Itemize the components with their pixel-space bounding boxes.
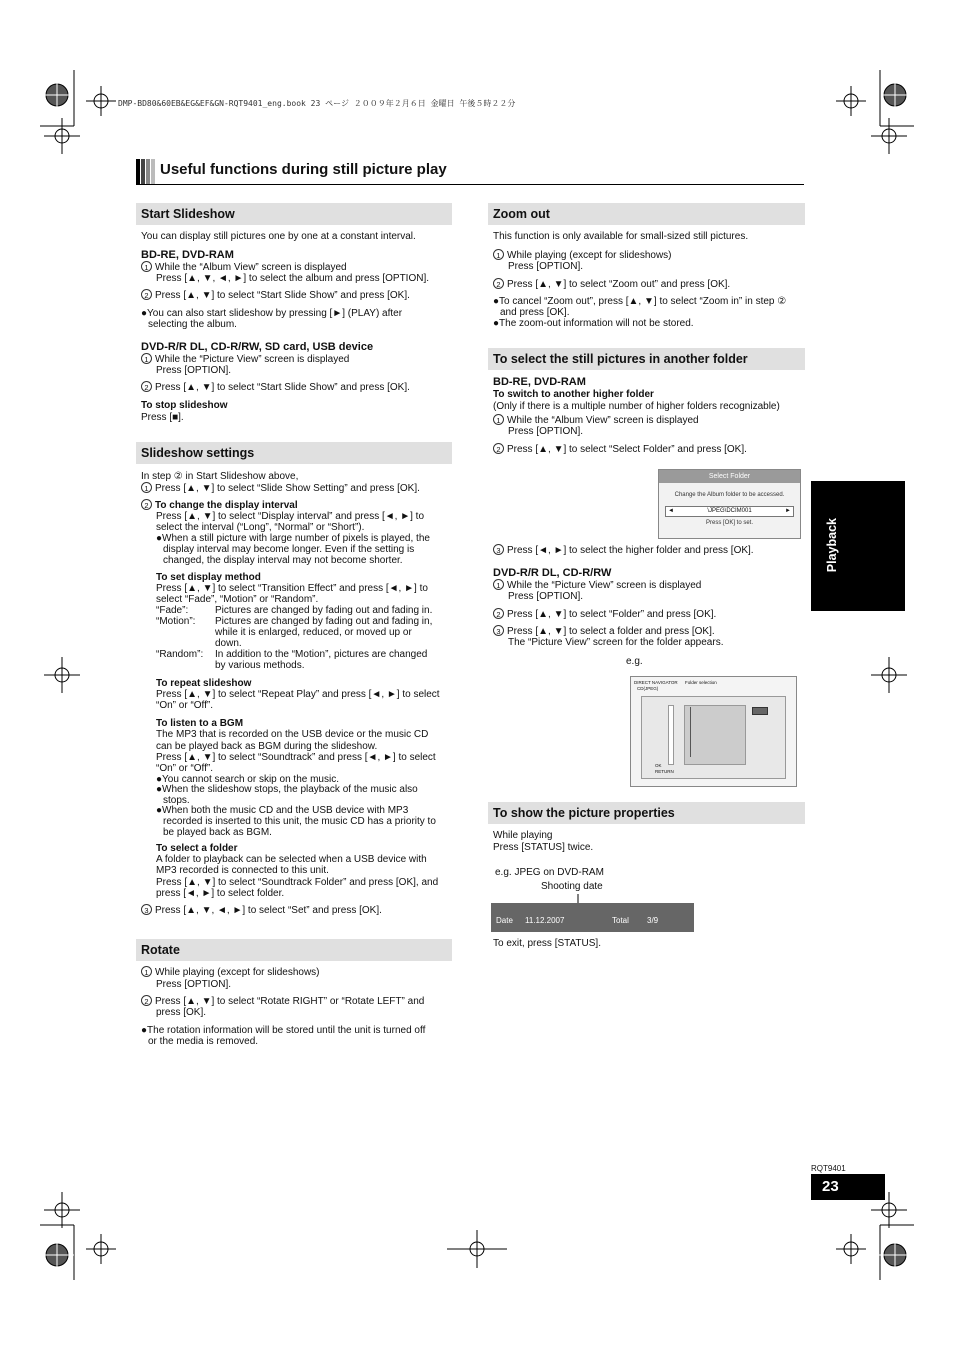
title-bar-decor: [146, 159, 150, 185]
nav-scrollbar[interactable]: [668, 705, 674, 765]
status-total-value: 3/9: [647, 916, 659, 925]
eg-label: e.g. JPEG on DVD-RAM: [495, 867, 604, 878]
text: Press [OPTION].: [508, 591, 584, 602]
text: can be played back as BGM during the slideshow.: [156, 741, 378, 752]
definition: down.: [215, 638, 242, 649]
step-1: 1 While the “Album View” screen is displayed: [493, 415, 699, 426]
text: The “Picture View” screen for the folder appears.: [508, 637, 724, 648]
subheading: DVD-R/R DL, CD-R/RW: [493, 567, 612, 579]
bullet: ●When a still picture with large number of pixels is played, the: [156, 533, 430, 544]
text: Press [▲, ▼] to select “Display interval” and press [◄, ►] to: [156, 511, 425, 522]
status-bar: [491, 903, 694, 932]
section-another-folder: To select the still pictures in another folder: [488, 348, 805, 370]
text: select the interval (“Long”, “Normal” or “Short”).: [156, 522, 365, 533]
bullet: ●The zoom-out information will not be stored.: [493, 318, 694, 329]
section-rotate: Rotate: [136, 939, 452, 961]
bullet: and press [OK].: [500, 307, 570, 318]
step-1: 1 While the “Album View” screen is displayed: [141, 262, 347, 273]
subheading: To stop slideshow: [141, 400, 228, 411]
text: Press [▲, ▼] to select “Soundtrack Folder” and press [OK], and: [156, 877, 439, 888]
dialog-path-field[interactable]: [665, 506, 794, 517]
section-slideshow-settings: Slideshow settings: [136, 442, 452, 464]
nav-folder-tree: [684, 705, 746, 765]
text: “On” or “Off”.: [156, 700, 214, 711]
definition: Pictures are changed by fading out and fading in.: [215, 605, 433, 616]
step-2: 2 Press [▲, ▼] to select “Start Slide Show” and press [OK].: [141, 382, 410, 393]
dialog-ok-hint: Press [OK] to set.: [705, 520, 753, 526]
page-title: Useful functions during still picture play: [160, 161, 447, 178]
bullet: ●To cancel “Zoom out”, press [▲, ▼] to select “Zoom in” in step ②: [493, 296, 787, 307]
term: “Motion”:: [156, 616, 196, 627]
page-number: 23: [811, 1174, 885, 1200]
text: Press [▲, ▼, ◄, ►] to select the album and press [OPTION].: [156, 273, 430, 284]
text: Press [STATUS] twice.: [493, 842, 594, 853]
subheading: To listen to a BGM: [156, 718, 244, 729]
definition: while it is enlarged, reduced, or moved up or: [215, 627, 412, 638]
definition: by various methods.: [215, 660, 305, 671]
text: press [OK].: [156, 1007, 207, 1018]
bullet: be played back as BGM.: [163, 827, 272, 838]
step-3: 3 Press [▲, ▼, ◄, ►] to select “Set” and press [OK].: [141, 905, 382, 916]
step-3: 3 Press [▲, ▼] to select a folder and press [OK].: [493, 626, 715, 637]
section-start-slideshow: Start Slideshow: [136, 203, 452, 225]
nav-return-hint: RETURN: [655, 769, 674, 774]
text: This function is only available for small-sized still pictures.: [493, 231, 749, 242]
bullet: changed, the display interval may not become shorter.: [163, 555, 403, 566]
text: To exit, press [STATUS].: [493, 938, 601, 949]
status-date-label: Date: [496, 916, 513, 925]
section-zoom-out: Zoom out: [488, 203, 805, 225]
text: The MP3 that is recorded on the USB device or the music CD: [156, 729, 429, 740]
title-bar-decor: [136, 159, 140, 185]
eg-label: e.g.: [626, 656, 643, 667]
text: Press [OPTION].: [156, 979, 232, 990]
side-tab-playback: [811, 481, 905, 611]
text: Press [▲, ▼] to select “Transition Effect” and press [◄, ►] to: [156, 583, 428, 594]
bullet: selecting the album.: [148, 319, 237, 330]
dialog-title: Select Folder: [659, 470, 800, 483]
step-2: 2 Press [▲, ▼] to select “Rotate RIGHT” or “Rotate LEFT” and: [141, 996, 424, 1007]
callout-label: Shooting date: [541, 881, 603, 892]
title-rule: [136, 184, 804, 185]
text: While playing: [493, 830, 553, 841]
step-2: 2 Press [▲, ▼] to select “Select Folder” and press [OK].: [493, 444, 747, 455]
text: Press [▲, ▼] to select “Repeat Play” and press [◄, ►] to select: [156, 689, 440, 700]
bullet: recorded is inserted to this unit, the music CD has a priority to: [163, 816, 436, 827]
dialog-path: \JPEG\DCIM001: [707, 508, 752, 514]
select-folder-dialog: [658, 469, 801, 539]
nav-preview: [752, 707, 768, 715]
bullet: ●You can also start slideshow by pressing [►] (PLAY) after: [141, 308, 403, 319]
text: “On” or “Off”.: [156, 763, 214, 774]
nav-panel: [641, 696, 786, 779]
step-1: 1 While playing (except for slideshows): [141, 967, 320, 978]
chevron-right-icon[interactable]: ►: [785, 508, 791, 514]
text: Press [OPTION].: [508, 426, 584, 437]
subheading: To set display method: [156, 572, 261, 583]
step-2: 2 Press [▲, ▼] to select “Folder” and press [OK].: [493, 609, 716, 620]
text: You can display still pictures one by one at a constant interval.: [141, 231, 416, 242]
bullet: ●You cannot search or skip on the music.: [156, 774, 339, 785]
direct-navigator-screen: [630, 676, 797, 787]
nav-title: DIRECT NAVIGATOR: [634, 680, 678, 685]
bullet: stops.: [163, 795, 190, 806]
text: A folder to playback can be selected when a USB device with: [156, 854, 427, 865]
file-header: DMP-BD80&60EB&EG&EF&GN-RQT9401_eng.book 23 ページ ２００９年２月６日 金曜日 午後５時２２分: [118, 99, 516, 108]
doc-code: RQT9401: [811, 1164, 846, 1173]
step-1: 1 While playing (except for slideshows): [493, 250, 672, 261]
term: “Fade”:: [156, 605, 189, 616]
bullet: ●When both the music CD and the USB device with MP3: [156, 805, 409, 816]
bullet: ●When the slideshow stops, the playback of the music also: [156, 784, 418, 795]
step-1: 1 While the “Picture View” screen is displayed: [141, 354, 349, 365]
step-1: 1 Press [▲, ▼] to select “Slide Show Setting” and press [OK].: [141, 483, 420, 494]
subheading: To switch to another higher folder: [493, 389, 654, 400]
subheading: BD-RE, DVD-RAM: [493, 376, 586, 388]
step-2: 2 To change the display interval: [141, 500, 298, 511]
text: press [◄, ►] to select folder.: [156, 888, 285, 899]
title-bar-decor: [141, 159, 145, 185]
nav-ok-hint: OK: [655, 763, 662, 768]
subheading: To select a folder: [156, 843, 238, 854]
definition: In addition to the “Motion”, pictures are changed: [215, 649, 428, 660]
nav-source: CD(JPEG): [637, 686, 659, 691]
definition: Pictures are changed by fading out and fading in,: [215, 616, 433, 627]
step-2: 2 Press [▲, ▼] to select “Start Slide Show” and press [OK].: [141, 290, 410, 301]
side-tab-label: Playback: [825, 518, 839, 573]
step-2: 2 Press [▲, ▼] to select “Zoom out” and press [OK].: [493, 279, 730, 290]
bullet: display interval may become longer. Even if the setting is: [163, 544, 415, 555]
subheading: To repeat slideshow: [156, 678, 252, 689]
text: Press [■].: [141, 412, 184, 423]
subheading: DVD-R/R DL, CD-R/RW, SD card, USB device: [141, 341, 374, 353]
term: “Random”:: [156, 649, 204, 660]
bullet: or the media is removed.: [148, 1036, 259, 1047]
section-picture-properties: To show the picture properties: [488, 802, 805, 824]
text: MP3 recorded is connected to this unit.: [156, 865, 329, 876]
status-date-value: 11.12.2007: [525, 916, 565, 925]
title-bar-decor: [151, 159, 155, 185]
text: Press [OPTION].: [508, 261, 584, 272]
chevron-left-icon[interactable]: ◄: [668, 508, 674, 514]
step-1: 1 While the “Picture View” screen is displayed: [493, 580, 701, 591]
text: In step ② in Start Slideshow above,: [141, 471, 299, 482]
subheading: BD-RE, DVD-RAM: [141, 249, 234, 261]
text: Press [▲, ▼] to select “Soundtrack” and press [◄, ►] to select: [156, 752, 436, 763]
status-total-label: Total: [612, 916, 629, 925]
text: (Only if there is a multiple number of higher folders recognizable): [493, 401, 780, 412]
dialog-message: Change the Album folder to be accessed.: [674, 492, 785, 498]
nav-subtitle: Folder selection: [685, 680, 717, 685]
step-3: 3 Press [◄, ►] to select the higher folder and press [OK].: [493, 545, 754, 556]
text: select “Fade”, “Motion” or “Random”.: [156, 594, 319, 605]
bullet: ●The rotation information will be stored until the unit is turned off: [141, 1025, 426, 1036]
text: Press [OPTION].: [156, 365, 232, 376]
nav-folder-list[interactable]: [690, 707, 693, 757]
